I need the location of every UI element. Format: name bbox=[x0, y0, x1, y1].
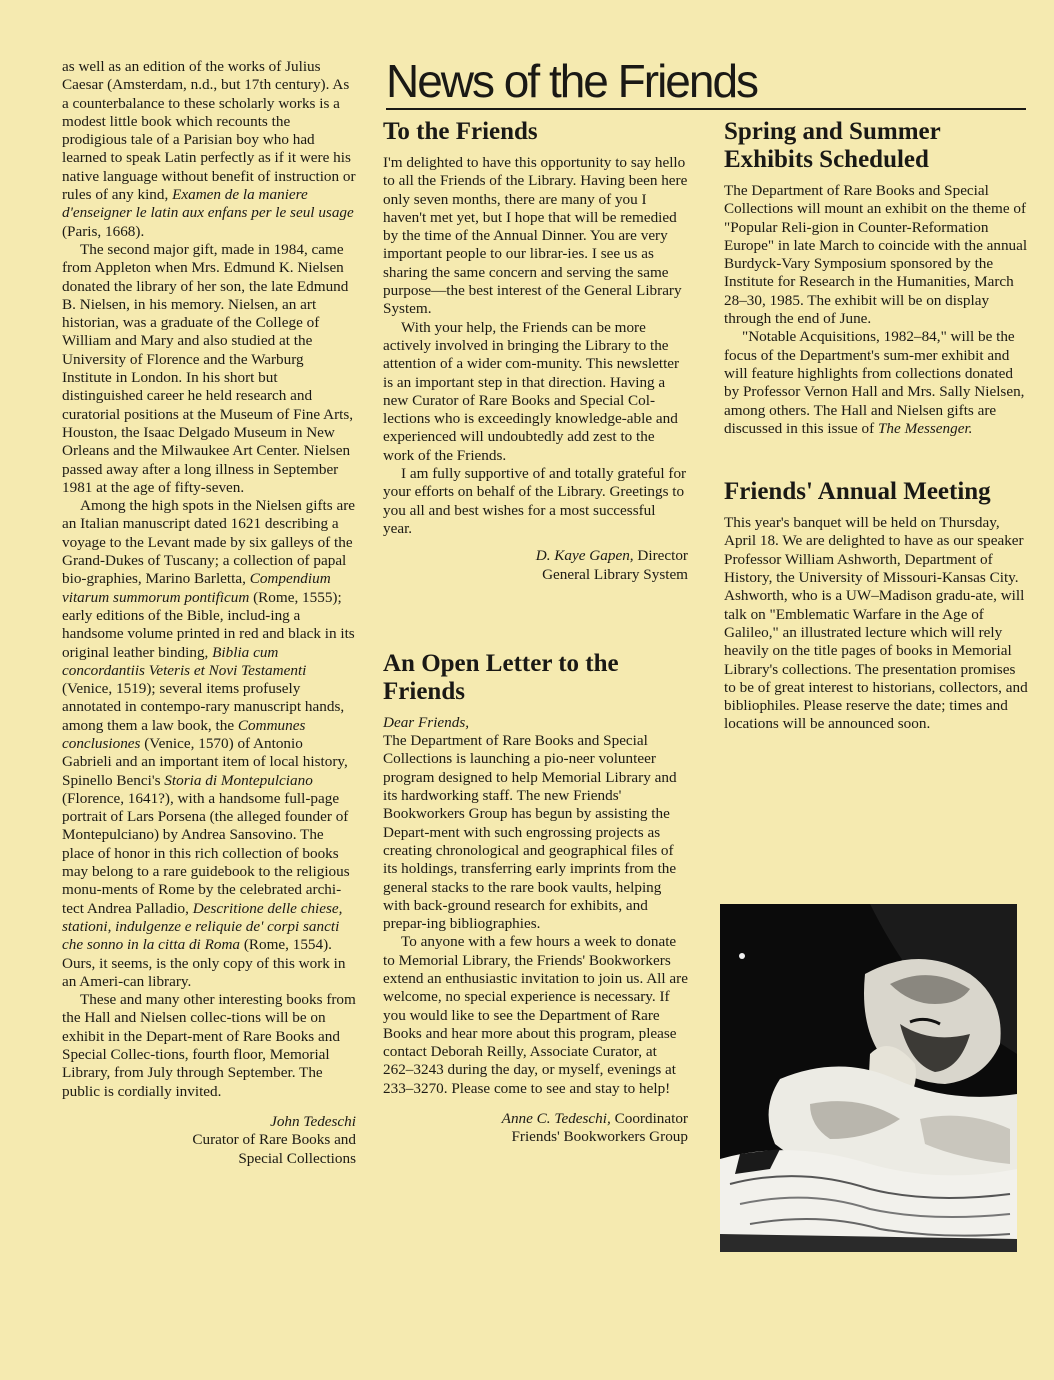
heading-open-letter: An Open Letter to the Friends bbox=[383, 649, 619, 705]
heading-to-the-friends: To the Friends bbox=[383, 118, 538, 145]
col2-paragraph-1: I'm delighted to have this opportunity to say hello to all the Friends of the Library. Having been here only seven months, there are many of you I haven't met yet, but I hope that will be remedied by the time of the Annual Dinner. You are very important people to our librar-ies. I see us as sharing the same concern and serving the same purpose—the best interest of the General Library System. bbox=[383, 154, 688, 318]
masthead-rule bbox=[386, 108, 1026, 110]
signature-title-line1: Curator of Rare Books and bbox=[192, 1131, 356, 1149]
column-2 bbox=[383, 118, 688, 1147]
col1-paragraph-1: as well as an edition of the works of Julius Caesar (Amsterdam, n.d., but 17th century). As a counterbalance to these scholarly works is a modest little book which recounts the prodigious tale of a Parisian boy who had learned to speak Latin perfectly as if it were his native language without benefit of instruction or rules of any kind, Examen de la maniere d'enseigner le latin aux enfans per le seul usage (Paris, 1668). bbox=[62, 58, 356, 240]
column-3 bbox=[724, 118, 1029, 734]
signature-org: Friends' Bookworkers Group bbox=[511, 1128, 688, 1146]
photo-person-reading bbox=[720, 904, 1017, 1252]
signature-org: General Library System bbox=[542, 565, 688, 583]
col3-paragraph-3: This year's banquet will be held on Thursday, April 18. We are delighted to have as our speaker Professor William Ashworth, Department of History, the University of Missouri-Kansas City. Ashworth, who is a UW–Madison gradu-ate, will talk on "Emblematic Warfare in the Age of Galileo," an illustrated lecture which will rely heavily on the title pages of books in Memorial Library's collections. The presentation promises to be of great interest to historians, collectors, and bibliophiles. Please reserve the date; times and locations will be announced soon. bbox=[724, 514, 1028, 733]
col1-paragraph-4: These and many other interesting books from the Hall and Nielsen collec-tions will be on exhibit in the Depart-ment of Rare Books and Special Collec-tions, fourth floor, Memorial Library, from July through September. The public is cordially invited. bbox=[62, 991, 356, 1100]
col2-paragraph-5: To anyone with a few hours a week to donate to Memorial Library, the Friends' Bookworkers extend an enthusiastic invitation to join us. All are welcome, no special experience is necessary. If you would like to see the Department of Rare Books and hear more about this program, please contact Deborah Reilly, Associate Curator, at 262–3243 during the day, or myself, evenings at 233–3270. Please come to see and stay to help! bbox=[383, 933, 688, 1097]
signature-role: Director bbox=[637, 547, 688, 565]
col2-paragraph-3: I am fully supportive of and totally grateful for your efforts on behalf of the Library. Greetings to you all and best wishes for a most successful year. bbox=[383, 465, 687, 537]
col3-paragraph-2: "Notable Acquisitions, 1982–84," will be the focus of the Department's sum-mer exhibit and will feature highlights from collections donated by Professor Vernon Hall and Mrs. Sally Nielsen, among others. The Hall and Nielsen gifts are discussed in this issue of The Messenger. bbox=[724, 328, 1025, 437]
heading-annual-meeting: Friends' Annual Meeting bbox=[724, 478, 991, 506]
heading-exhibits: Spring and Summer Exhibits Scheduled bbox=[724, 118, 941, 173]
signature-name: D. Kaye Gapen, bbox=[535, 547, 634, 565]
column-1 bbox=[62, 58, 356, 1168]
signature-role: Coordinator bbox=[614, 1110, 688, 1128]
photo-image bbox=[720, 904, 1017, 1252]
col1-paragraph-2: The second major gift, made in 1984, came from Appleton when Mrs. Edmund K. Nielsen donated the library of her son, the late Edmund B. Nielsen, in his memory. Nielsen, an art historian, was a graduate of the College of William and Mary and also studied at the University of Florence and the Warburg Institute in London. In his short but distinguished career he held research and curatorial positions at the Museum of Fine Arts, Houston, the Isaac Delgado Museum in New Orleans and the Milwaukee Art Center. Nielsen passed away after a long illness in September 1981 at the age of fifty-seven. bbox=[62, 240, 354, 496]
col2-signature-1 bbox=[383, 547, 688, 584]
signature-name: Anne C. Tedeschi, bbox=[501, 1110, 611, 1128]
signature-title-line2: Special Collections bbox=[238, 1149, 356, 1167]
col1-paragraph-3: Among the high spots in the Nielsen gifts are an Italian manuscript dated 1621 describing a voyage to the Levant made by six galleys of the Grand-Dukes of Tuscany; a collection of papal bio-graphies, Marino Barletta, Compendium vitarum summorum pontificum (Rome, 1555); early editions of the Bible, includ-ing a handsome volume printed in red and black in its original leather binding, Biblia cum concordantiis Veteris et Novi Testamenti (Venice, 1519); several items profusely annotated in contempo-rary manuscript hands, among them a law book, the Communes conclusiones (Venice, 1570) of Antonio Gabrieli and an important item of local history, Spinello Benci's Storia di Montepulciano (Florence, 1641?), with a handsome full-page portrait of Lars Porsena (the alleged founder of Montepulciano) by Andrea Sansovino. The place of honor in this rich collection of books may belong to a rare guidebook to the religious monu-ments of Rome by the celebrated archi-tect Andrea Palladio, Descritione delle chiese, stationi, indulgenze e reliquie de' corpi sancti che sonno in la citta di Roma (Rome, 1554). Ours, it seems, is the only copy of this work in an Ameri-can library. bbox=[62, 497, 356, 990]
col1-signature bbox=[62, 1113, 356, 1168]
masthead-title: News of the Friends bbox=[386, 55, 758, 107]
salutation: Dear Friends, bbox=[383, 713, 470, 731]
col2-paragraph-2: With your help, the Friends can be more actively involved in bringing the Library to the attention of a wider com-munity. This newsletter is an important step in that direction. Having a new Curator of Rare Books and Special Col-lections who is exceedingly knowledge-able and experienced will undoubtedly add zest to the work of the Friends. bbox=[383, 318, 680, 464]
col2-signature-2 bbox=[383, 1110, 688, 1147]
signature-name: John Tedeschi bbox=[270, 1112, 356, 1130]
col2-paragraph-4: The Department of Rare Books and Special Collections is launching a pio-neer volunteer program designed to help Memorial Library and its hardworking staff. The new Friends' Bookworkers Group has begun by assisting the Depart-ment with such engrossing projects as creating chronological and geographical files of its holdings, transferring early imprints from the general stacks to the rare book vaults, helping with back-ground research for exhibits, and prepar-ing bibliographies. bbox=[383, 732, 677, 933]
col3-paragraph-1: The Department of Rare Books and Special Collections will mount an exhibit on the theme of "Popular Reli-gion in Counter-Reformation Europe" in late March to coincide with the annual Burdyck-Vary Symposium sponsored by the Institute for Research in the Humanities, March 28–30, 1985. The exhibit will be on display through the end of June. bbox=[724, 182, 1028, 328]
